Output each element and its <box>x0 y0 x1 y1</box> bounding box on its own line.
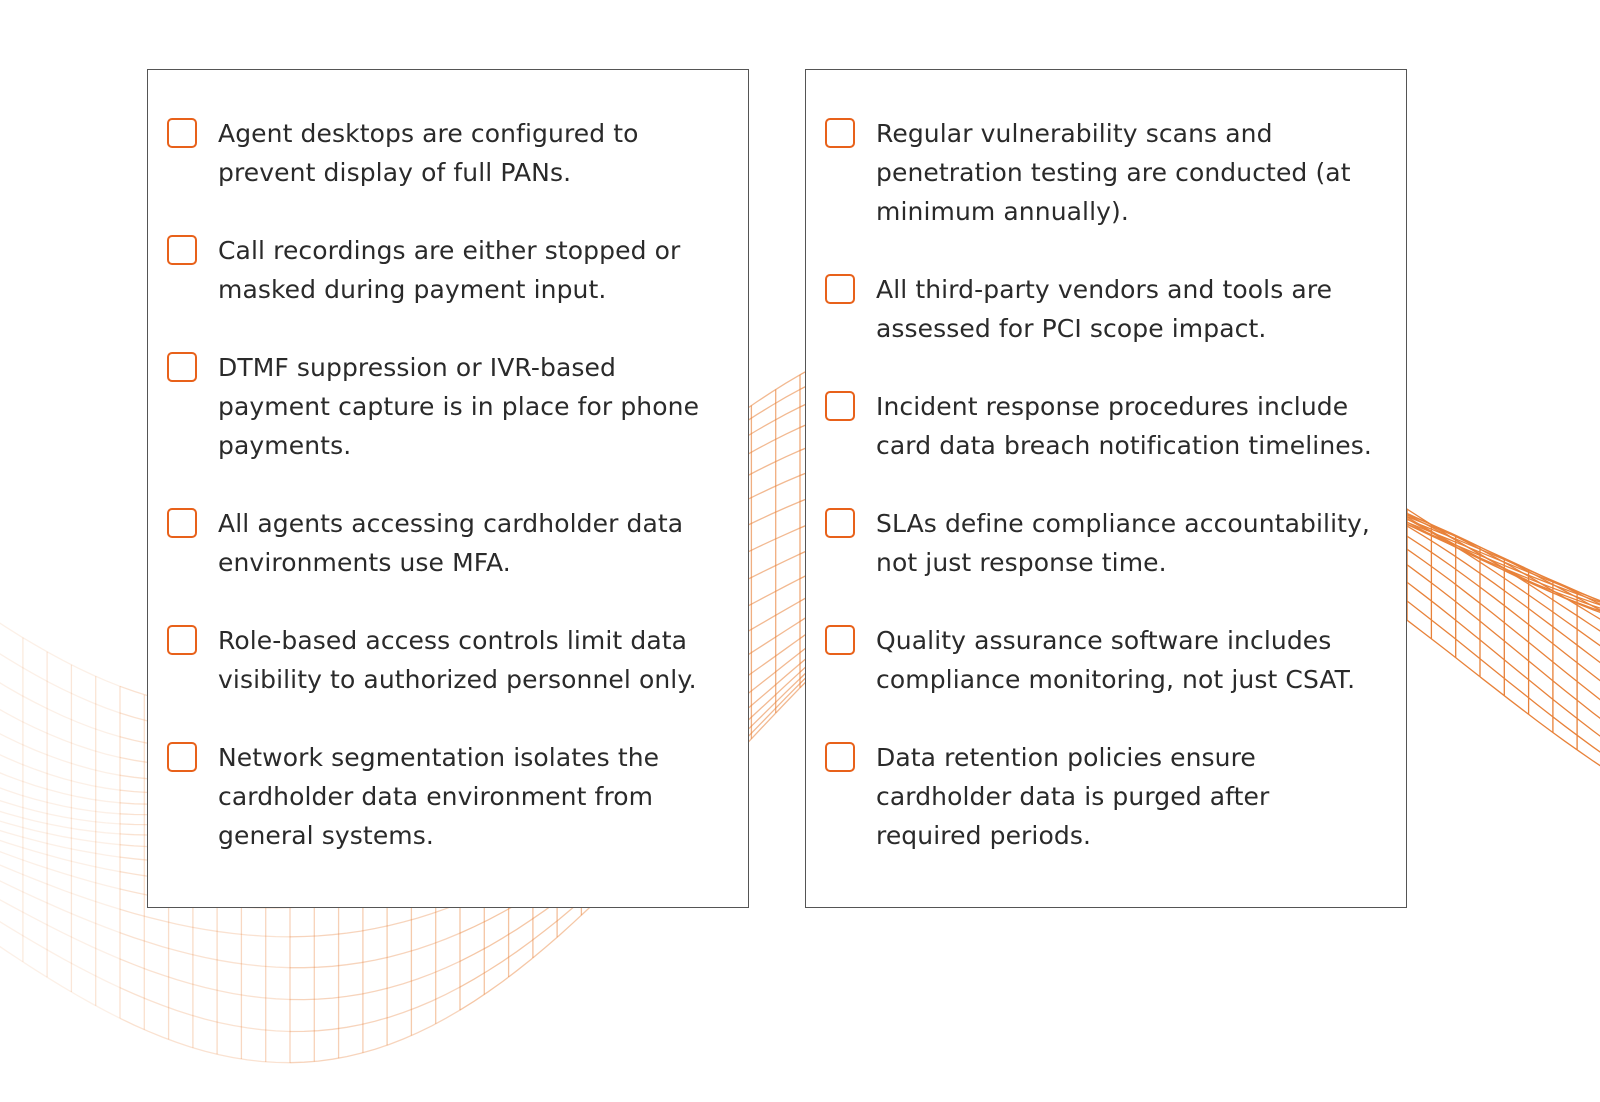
mesh-line <box>1480 621 1600 755</box>
checklist-item <box>167 621 728 699</box>
checklist-item <box>825 738 1386 855</box>
mesh-line <box>0 814 120 858</box>
checklist-item-label: Network segmentation isolates the cardholder data environment from general systems. <box>218 743 660 850</box>
checkbox[interactable] <box>167 118 197 148</box>
checklist-item <box>825 387 1386 465</box>
checklist-item-label: Agent desktops are configured to prevent display of full PANs. <box>218 119 639 187</box>
checklist-item-label: Call recordings are either stopped or masked during payment input. <box>218 236 681 304</box>
mesh-line <box>120 988 290 1032</box>
checklist-item <box>167 231 728 309</box>
checklist-item <box>167 348 728 465</box>
mesh-line <box>0 590 120 687</box>
mesh-line <box>120 909 290 937</box>
checkbox[interactable] <box>825 508 855 538</box>
checkbox[interactable] <box>825 391 855 421</box>
checklist-item <box>167 114 728 192</box>
mesh-line <box>1480 640 1600 771</box>
checklist-item-label: DTMF suppression or IVR-based payment capture is in place for phone payments. <box>218 353 700 460</box>
mesh-line <box>0 912 120 1018</box>
mesh-line <box>120 959 290 1000</box>
checklist-item-label: Role-based access controls limit data visibility to authorized personnel only. <box>218 626 697 694</box>
checklist-item-label: Incident response procedures include card data breach notification timelines. <box>876 392 1372 460</box>
mesh-line <box>290 933 460 968</box>
mesh-line <box>1480 554 1600 664</box>
checklist-item <box>825 621 1386 699</box>
checkbox[interactable] <box>825 742 855 772</box>
mesh-line <box>0 679 120 757</box>
mesh-line <box>0 843 120 909</box>
mesh-line <box>1480 587 1600 718</box>
checklist-item-label: All agents accessing cardholder data environments use MFA. <box>218 509 684 577</box>
checklist-panel-right <box>805 69 1407 908</box>
mesh-line <box>120 933 290 968</box>
checklist-panel-left <box>147 69 749 908</box>
checkbox[interactable] <box>167 352 197 382</box>
mesh-line <box>0 794 120 834</box>
mesh-line <box>0 891 120 988</box>
checkbox[interactable] <box>825 625 855 655</box>
mesh-line <box>0 651 120 737</box>
mesh-line <box>1480 677 1600 796</box>
mesh-line <box>290 1010 460 1063</box>
mesh-line <box>0 706 120 776</box>
checklist-item <box>825 270 1386 348</box>
mesh-line <box>120 1018 290 1062</box>
checklist-item-label: SLAs define compliance accountability, not just response time. <box>876 509 1370 577</box>
mesh-line <box>0 823 120 872</box>
checklist-item-label: Quality assurance software includes compliance monitoring, not just CSAT. <box>876 626 1356 694</box>
checkbox[interactable] <box>167 742 197 772</box>
checklist-item-label: Regular vulnerability scans and penetration testing are conducted (at minimum annually). <box>876 119 1351 226</box>
mesh-line <box>0 832 120 889</box>
checkbox[interactable] <box>167 235 197 265</box>
checklist-item-label: Data retention policies ensure cardholder data is purged after required periods. <box>876 743 1270 850</box>
checklist-item <box>167 504 728 582</box>
checkbox[interactable] <box>825 118 855 148</box>
mesh-line <box>0 804 120 844</box>
checkbox[interactable] <box>167 625 197 655</box>
mesh-line <box>290 903 460 937</box>
checklist-item <box>825 504 1386 582</box>
checklist-item <box>167 738 728 855</box>
checkbox[interactable] <box>825 274 855 304</box>
checklist-item-label: All third-party vendors and tools are assessed for PCI scope impact. <box>876 275 1333 343</box>
checkbox[interactable] <box>167 508 197 538</box>
checklist-item <box>825 114 1386 231</box>
